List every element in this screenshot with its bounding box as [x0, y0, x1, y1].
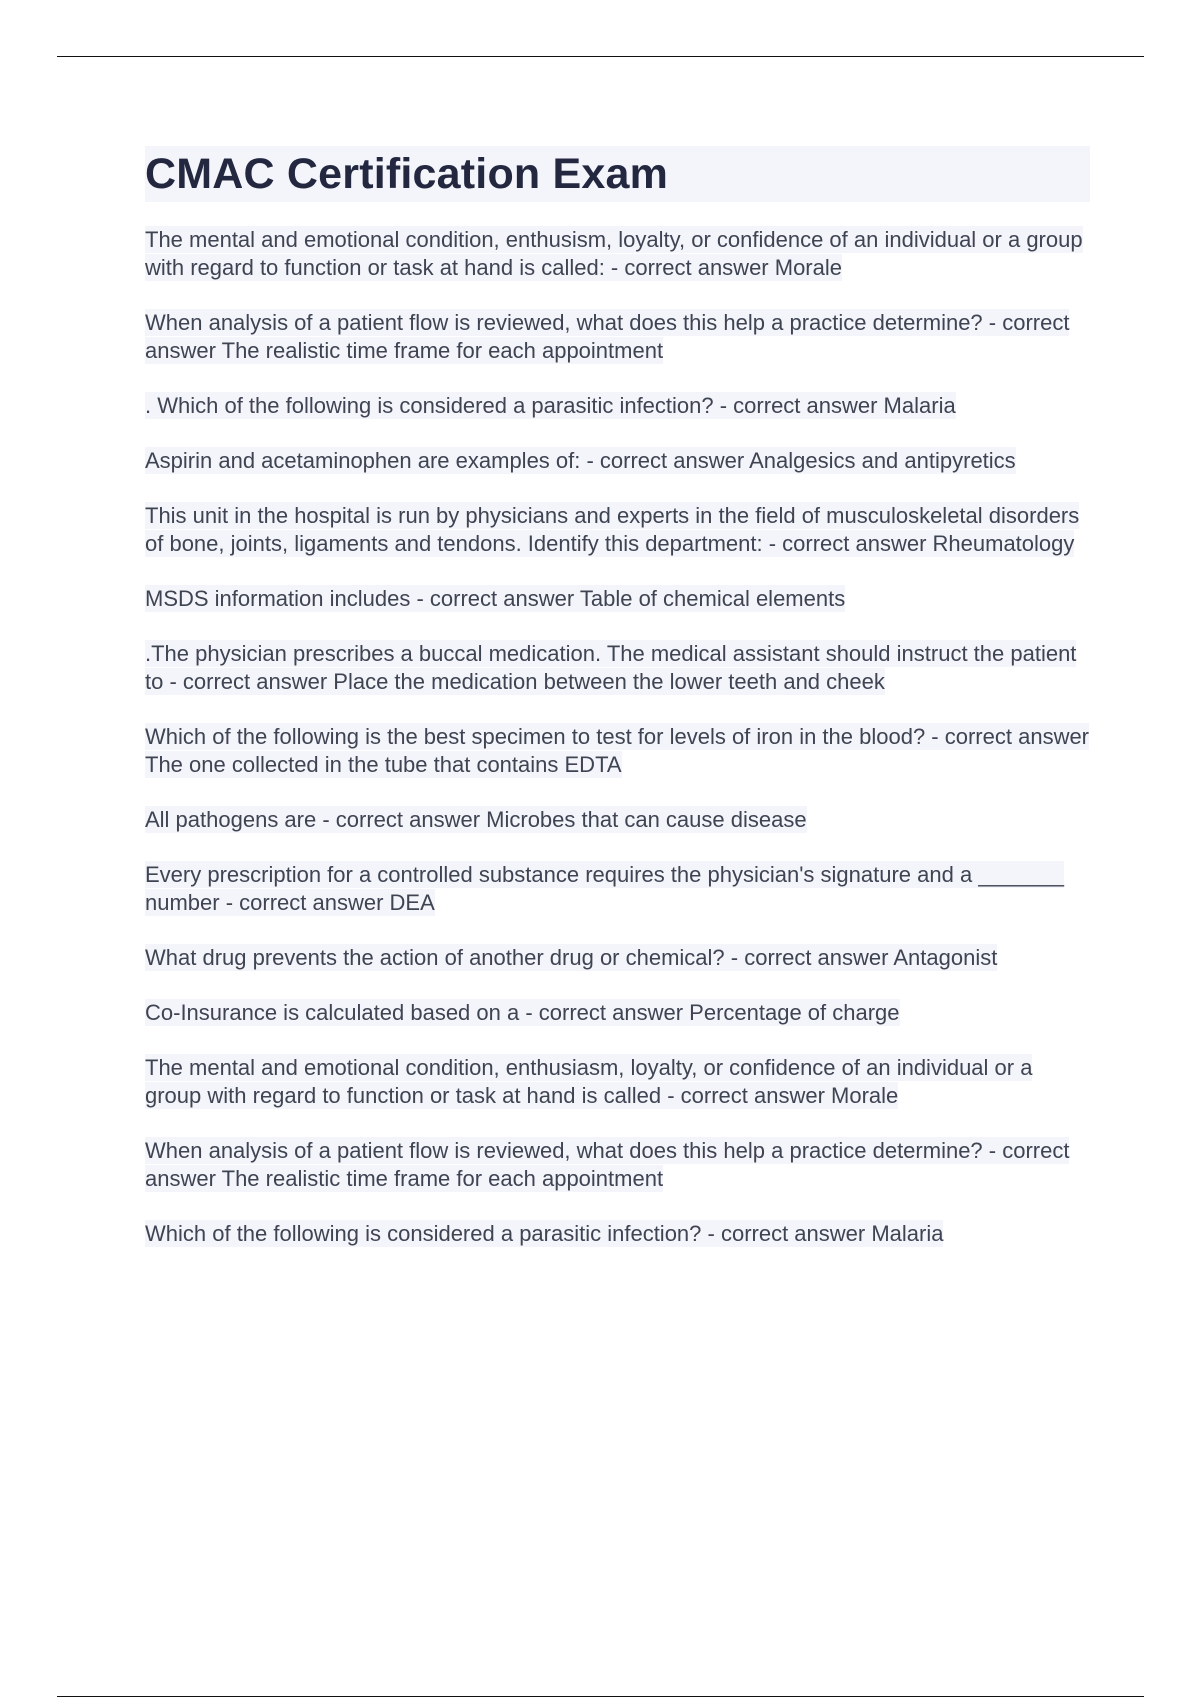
qa-text: Co-Insurance is calculated based on a - correct answer Percentage of charge: [145, 1000, 900, 1025]
qa-item: [145, 944, 1090, 972]
document-body: [145, 146, 1090, 1275]
qa-item: [145, 309, 1090, 365]
qa-item: [145, 999, 1090, 1027]
page-title: CMAC Certification Exam: [145, 150, 669, 198]
qa-text: .The physician prescribes a buccal medication. The medical assistant should instruct the patient to - correct answer Place the medication between the lower teeth and cheek: [145, 641, 1077, 694]
qa-item: [145, 447, 1090, 475]
qa-item: [145, 1220, 1090, 1248]
qa-item: [145, 1137, 1090, 1193]
title-band: [145, 146, 1090, 202]
qa-text: What drug prevents the action of another drug or chemical? - correct answer Antagonist: [145, 945, 998, 970]
qa-text: . Which of the following is considered a parasitic infection? - correct answer Malaria: [145, 393, 956, 418]
qa-item: [145, 226, 1090, 282]
bottom-rule: [57, 1696, 1144, 1697]
top-rule: [57, 56, 1144, 57]
qa-text: The mental and emotional condition, enthusism, loyalty, or confidence of an individual or a group with regard to function or task at hand is called: - correct answer Morale: [145, 227, 1083, 280]
qa-text: MSDS information includes - correct answer Table of chemical elements: [145, 586, 846, 611]
qa-item: [145, 640, 1090, 696]
qa-text: When analysis of a patient flow is reviewed, what does this help a practice determine? - correct answer The realistic time frame for each appointment: [145, 1138, 1070, 1191]
qa-item: [145, 502, 1090, 558]
qa-item: [145, 861, 1090, 917]
qa-item: [145, 1054, 1090, 1110]
qa-text: Which of the following is considered a parasitic infection? - correct answer Malaria: [145, 1221, 944, 1246]
qa-item: [145, 585, 1090, 613]
qa-item: [145, 723, 1090, 779]
qa-text: Which of the following is the best specimen to test for levels of iron in the blood? - correct answer The one collected in the tube that contains EDTA: [145, 724, 1090, 777]
qa-text: When analysis of a patient flow is reviewed, what does this help a practice determine? - correct answer The realistic time frame for each appointment: [145, 310, 1070, 363]
qa-item: [145, 806, 1090, 834]
qa-text: Aspirin and acetaminophen are examples of: - correct answer Analgesics and antipyretics: [145, 448, 1016, 473]
qa-text: The mental and emotional condition, enthusiasm, loyalty, or confidence of an individual or a group with regard to function or task at hand is called - correct answer Morale: [145, 1055, 1033, 1108]
qa-text: All pathogens are - correct answer Microbes that can cause disease: [145, 807, 807, 832]
qa-text: This unit in the hospital is run by physicians and experts in the field of musculoskeletal disorders of bone, joints, ligaments and tendons. Identify this department: - correct answer Rheumatology: [145, 503, 1080, 556]
qa-list: [145, 226, 1090, 1248]
qa-text: Every prescription for a controlled substance requires the physician's signature and a _______ number - correct answer DEA: [145, 862, 1064, 915]
qa-item: [145, 392, 1090, 420]
